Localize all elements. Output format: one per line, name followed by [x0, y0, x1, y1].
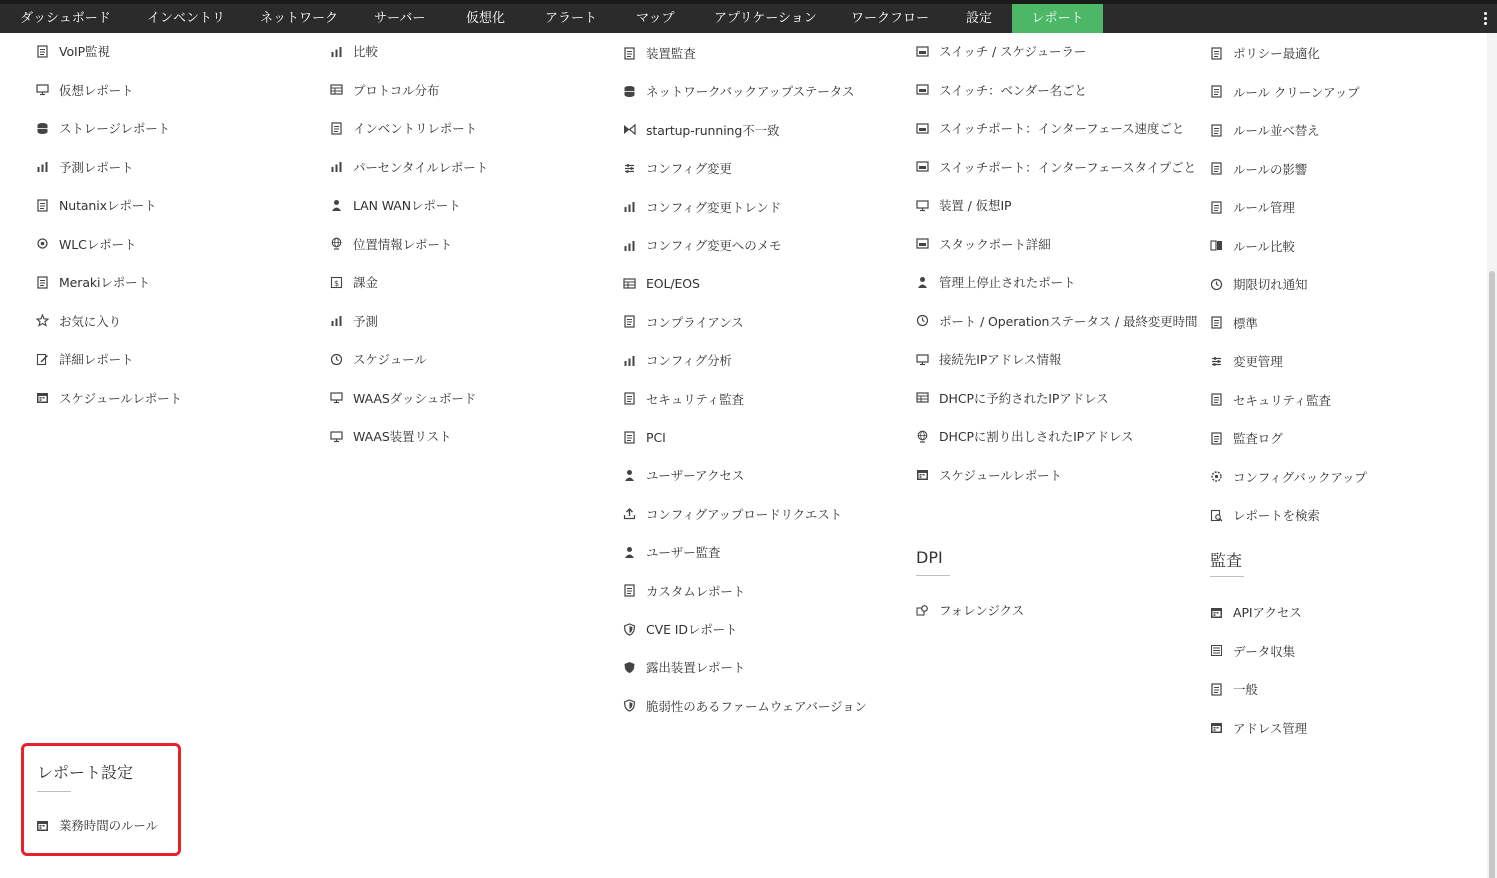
top-navigation-bar	[0, 0, 1497, 33]
doc-icon	[1210, 47, 1223, 60]
report-link-label: ルールの影響	[1233, 161, 1308, 177]
report-link-label: EOL/EOS	[646, 275, 700, 291]
chart-icon	[330, 160, 343, 173]
chart-icon	[623, 200, 636, 213]
clock-icon	[330, 353, 343, 366]
edit-icon	[36, 353, 49, 366]
doc-icon	[1210, 124, 1223, 137]
report-link[interactable]	[36, 234, 136, 254]
forensic-icon	[916, 604, 929, 617]
report-link[interactable]	[1210, 467, 1367, 487]
report-link[interactable]	[623, 235, 781, 255]
report-link-label: スイッチポート：インターフェース速度ごと	[939, 121, 1185, 136]
report-link[interactable]	[36, 349, 133, 369]
report-link[interactable]	[916, 426, 1133, 446]
report-link-label: 露出装置レポート	[646, 660, 746, 676]
report-link-label: ルール比較	[1233, 238, 1295, 254]
report-link[interactable]	[1210, 428, 1283, 448]
report-link-label: CVE IDレポート	[646, 622, 738, 637]
report-link[interactable]	[1210, 390, 1331, 410]
table-icon	[330, 83, 343, 96]
highlight-box	[21, 743, 181, 856]
chart-icon	[623, 354, 636, 367]
report-link-label: 標準	[1233, 315, 1258, 331]
cal-icon	[1210, 606, 1223, 619]
report-link-label: コンフィグ分析	[646, 353, 732, 369]
report-link[interactable]	[916, 388, 1109, 408]
report-link[interactable]	[1210, 120, 1320, 140]
switch-icon	[916, 83, 929, 96]
person-icon	[623, 469, 636, 482]
doc-icon	[623, 584, 636, 597]
report-link[interactable]	[1210, 505, 1320, 525]
report-link-label: スケジュール	[353, 352, 427, 367]
report-link[interactable]	[623, 120, 779, 140]
report-link-label: パーセンタイルレポート	[353, 159, 489, 175]
clock-icon	[916, 314, 929, 327]
report-link[interactable]	[623, 619, 737, 639]
doc-icon	[623, 392, 636, 405]
report-link-label: 装置監査	[646, 46, 696, 61]
report-link[interactable]	[916, 465, 1062, 485]
report-link[interactable]	[36, 195, 157, 215]
doc-icon	[36, 199, 49, 212]
report-link-label: スイッチ：ベンダー名ごと	[939, 82, 1087, 98]
section-title-report-settings: レポート設定	[37, 763, 134, 782]
report-link[interactable]	[36, 41, 110, 61]
cal-icon	[1210, 721, 1223, 734]
section-title-audit: 監査	[1210, 551, 1243, 570]
report-link[interactable]	[1210, 351, 1283, 371]
chart-icon	[623, 239, 636, 252]
report-link-label: カスタムレポート	[646, 583, 746, 599]
doc-icon	[1210, 683, 1223, 696]
report-link-label: セキュリティ監査	[1233, 392, 1331, 408]
nav-reports[interactable]: レポート	[1012, 4, 1103, 33]
report-link-label: 管理上停止されたポート	[939, 275, 1076, 290]
doc-icon	[623, 47, 636, 60]
report-link-label: ネットワークバックアップステータス	[646, 84, 855, 100]
report-link-label: DHCPに割り出しされたIPアドレス	[939, 429, 1134, 444]
report-link-label: 仮想レポート	[59, 82, 134, 98]
report-link-label: VoIP監視	[59, 44, 110, 59]
report-link[interactable]	[623, 81, 854, 101]
search-icon	[1210, 509, 1223, 522]
report-link-label: 詳細レポート	[59, 352, 134, 367]
report-link[interactable]	[623, 581, 745, 601]
report-link[interactable]	[623, 696, 867, 716]
doc-icon	[1210, 85, 1223, 98]
chart-icon	[36, 160, 49, 173]
report-link[interactable]	[916, 349, 1061, 369]
report-link-label: Nutanixレポート	[59, 198, 157, 213]
report-link[interactable]	[916, 234, 1051, 254]
star-icon	[36, 314, 49, 327]
report-link[interactable]	[36, 388, 182, 408]
report-link-label: コンプライアンス	[646, 314, 744, 330]
report-link[interactable]	[330, 426, 451, 446]
report-link[interactable]	[623, 542, 720, 562]
nav-dashboard[interactable]: ダッシュボード	[20, 11, 111, 26]
report-link[interactable]	[330, 234, 452, 254]
report-link-label: コンフィグバックアップ	[1233, 469, 1367, 485]
report-link[interactable]	[1210, 82, 1360, 102]
switch-icon	[916, 237, 929, 250]
report-link[interactable]	[330, 80, 439, 100]
doc-icon	[36, 45, 49, 58]
report-link-label: データ収集	[1233, 643, 1296, 659]
report-link[interactable]	[1210, 43, 1320, 63]
report-link[interactable]	[330, 157, 488, 177]
report-link-label: アドレス管理	[1233, 720, 1308, 736]
sliders-icon	[1210, 355, 1223, 368]
report-link-label: スケジュールレポート	[59, 390, 182, 406]
report-link[interactable]	[623, 273, 700, 293]
report-link[interactable]	[1210, 197, 1295, 217]
report-link[interactable]	[36, 80, 133, 100]
nav-workflow[interactable]: ワークフロー	[851, 11, 930, 26]
monitor-icon	[36, 83, 49, 96]
report-link-label: レポートを検索	[1233, 508, 1320, 523]
report-link[interactable]	[330, 311, 378, 331]
report-link-label: WLCレポート	[59, 236, 137, 252]
monitor-icon	[330, 430, 343, 443]
person-icon	[330, 199, 343, 212]
report-link-label: 接続先IPアドレス情報	[939, 352, 1062, 367]
report-link-label: WAASダッシュボード	[353, 390, 477, 406]
globe-icon	[916, 430, 929, 443]
doc-icon	[1210, 432, 1223, 445]
report-link[interactable]	[1210, 641, 1295, 661]
report-link-label: プロトコル分布	[353, 82, 440, 98]
doc-icon	[623, 431, 636, 444]
doc-icon	[1210, 393, 1223, 406]
report-link[interactable]	[1210, 679, 1258, 699]
report-link-label: WAAS装置リスト	[353, 429, 452, 444]
shield-icon	[623, 623, 636, 636]
monitor-icon	[916, 353, 929, 366]
report-link-label: 予測	[353, 313, 378, 329]
switch-icon	[916, 122, 929, 135]
report-link[interactable]	[623, 350, 732, 370]
doc-icon	[1210, 162, 1223, 175]
report-link[interactable]	[623, 312, 744, 332]
report-link-label: ストレージレポート	[59, 121, 171, 136]
switch-icon	[916, 160, 929, 173]
report-link-label: 監査ログ	[1233, 431, 1283, 446]
report-link-label: スケジュールレポート	[939, 467, 1062, 483]
db-icon	[36, 122, 49, 135]
report-link[interactable]	[916, 195, 1011, 215]
report-link-label: 比較	[353, 44, 378, 59]
compare-icon	[1210, 239, 1223, 252]
section-divider	[916, 575, 950, 576]
report-link-label: お気に入り	[59, 313, 122, 329]
person-icon	[623, 546, 636, 559]
report-link[interactable]	[916, 118, 1184, 138]
report-link-label: 課金	[353, 275, 378, 290]
report-link-label: ポリシー最適化	[1233, 46, 1320, 61]
shieldfill-icon	[623, 661, 636, 674]
report-link-label: コンフィグ変更トレンド	[646, 199, 782, 215]
cal-icon	[36, 391, 49, 404]
table-icon	[623, 277, 636, 290]
sliders-icon	[623, 162, 636, 175]
report-link-label: コンフィグ変更へのメモ	[646, 238, 782, 253]
section-divider	[1210, 576, 1244, 577]
person-icon	[916, 276, 929, 289]
report-link[interactable]	[623, 197, 781, 217]
report-link-label: ユーザーアクセス	[646, 468, 745, 484]
report-link[interactable]	[1210, 236, 1295, 256]
report-link[interactable]	[916, 41, 1086, 61]
upload-icon	[623, 507, 636, 520]
report-link-label: ユーザー監査	[646, 545, 721, 561]
report-link-label: LAN WANレポート	[353, 198, 461, 213]
report-link[interactable]	[330, 388, 476, 408]
report-link-label: インベントリレポート	[353, 121, 478, 136]
report-link[interactable]	[330, 195, 461, 215]
cal-icon	[916, 468, 929, 481]
report-link-label: 位置情報レポート	[353, 236, 453, 252]
report-link-label: 業務時間のルール	[59, 818, 158, 833]
report-link-label: フォレンジクス	[939, 603, 1025, 618]
report-link[interactable]	[916, 80, 1087, 100]
gear-icon	[1210, 470, 1223, 483]
doc-icon	[1210, 316, 1223, 329]
report-link-label: 変更管理	[1233, 354, 1283, 369]
dollar-icon	[330, 276, 343, 289]
monitor-icon	[330, 391, 343, 404]
doc-icon	[1210, 201, 1223, 214]
nav-applications[interactable]: アプリケーション	[714, 11, 817, 26]
table-icon	[916, 391, 929, 404]
plug-icon	[36, 237, 49, 250]
shield-icon	[623, 699, 636, 712]
report-link[interactable]	[916, 157, 1196, 177]
nav-settings[interactable]: 設定	[966, 11, 993, 26]
report-link[interactable]	[623, 43, 696, 63]
report-link[interactable]	[623, 427, 666, 447]
report-link[interactable]	[330, 118, 477, 138]
report-link[interactable]	[1210, 274, 1307, 294]
report-link[interactable]	[623, 465, 744, 485]
report-link[interactable]	[916, 600, 1024, 620]
report-link[interactable]	[623, 657, 745, 677]
chart-icon	[330, 314, 343, 327]
scrollbar-thumb[interactable]	[1489, 271, 1495, 878]
switch-icon	[916, 45, 929, 58]
report-link-label: APIアクセス	[1233, 605, 1302, 620]
lines-icon	[1210, 644, 1223, 657]
report-link[interactable]	[623, 389, 744, 409]
report-link-label: 脆弱性のあるファームウェアバージョン	[646, 698, 867, 714]
report-link[interactable]	[916, 311, 1197, 331]
report-link[interactable]	[330, 349, 427, 369]
report-link[interactable]	[916, 272, 1075, 292]
report-link-label: DHCPに予約されたIPアドレス	[939, 390, 1109, 406]
clock-icon	[1210, 278, 1223, 291]
bowtie-icon	[623, 123, 636, 136]
report-link[interactable]	[330, 272, 378, 292]
more-options-icon[interactable]	[1479, 4, 1491, 33]
doc-icon	[36, 276, 49, 289]
monitor-icon	[916, 199, 929, 212]
report-link-label: 装置 / 仮想IP	[939, 198, 1012, 213]
report-link-label: 一般	[1233, 682, 1258, 697]
report-link[interactable]	[1210, 718, 1307, 738]
report-link[interactable]	[36, 311, 121, 331]
report-link-label: startup-running不一致	[646, 122, 780, 138]
report-link-label: コンフィグアップロードリクエスト	[646, 506, 843, 522]
report-link[interactable]	[36, 157, 133, 177]
report-link-label: ルール クリーンアップ	[1233, 84, 1360, 100]
report-link[interactable]	[623, 504, 842, 524]
report-link[interactable]	[623, 158, 732, 178]
nav-virtualization[interactable]: 仮想化	[466, 11, 506, 26]
doc-icon	[330, 122, 343, 135]
report-link[interactable]	[36, 272, 150, 292]
report-link-label: セキュリティ監査	[646, 391, 744, 407]
doc-icon	[623, 315, 636, 328]
nav-server[interactable]: サーバー	[374, 11, 426, 26]
report-link[interactable]	[36, 118, 170, 138]
db-icon	[623, 85, 636, 98]
section-title-dpi: DPI	[916, 548, 943, 567]
report-link-label: スタックポート詳細	[939, 236, 1051, 252]
globe-icon	[330, 237, 343, 250]
nav-alerts[interactable]: アラート	[545, 11, 598, 26]
report-link-label: コンフィグ変更	[646, 161, 732, 177]
report-link-label: PCI	[646, 429, 666, 445]
report-link[interactable]	[1210, 602, 1302, 622]
report-link-label: スイッチポート：インターフェースタイプごと	[939, 159, 1196, 175]
report-link-label: Merakiレポート	[59, 275, 150, 290]
report-link-label: 期限切れ通知	[1233, 277, 1308, 292]
nav-inventory[interactable]: インベントリ	[147, 11, 226, 26]
nav-maps[interactable]: マップ	[636, 11, 675, 26]
report-link[interactable]	[1210, 159, 1307, 179]
report-link-label: ルール管理	[1233, 200, 1295, 215]
chart-icon	[330, 45, 343, 58]
report-link[interactable]	[1210, 313, 1258, 333]
vertical-scrollbar[interactable]	[1487, 33, 1497, 878]
nav-network[interactable]: ネットワーク	[260, 11, 339, 26]
report-link-label: ポート / Operationステータス / 最終変更時間	[939, 313, 1198, 329]
report-link-label: スイッチ / スケジューラー	[939, 44, 1087, 59]
report-link-label: 予測レポート	[59, 159, 134, 175]
report-link[interactable]	[330, 41, 378, 61]
report-link-label: ルール並べ替え	[1233, 123, 1320, 138]
